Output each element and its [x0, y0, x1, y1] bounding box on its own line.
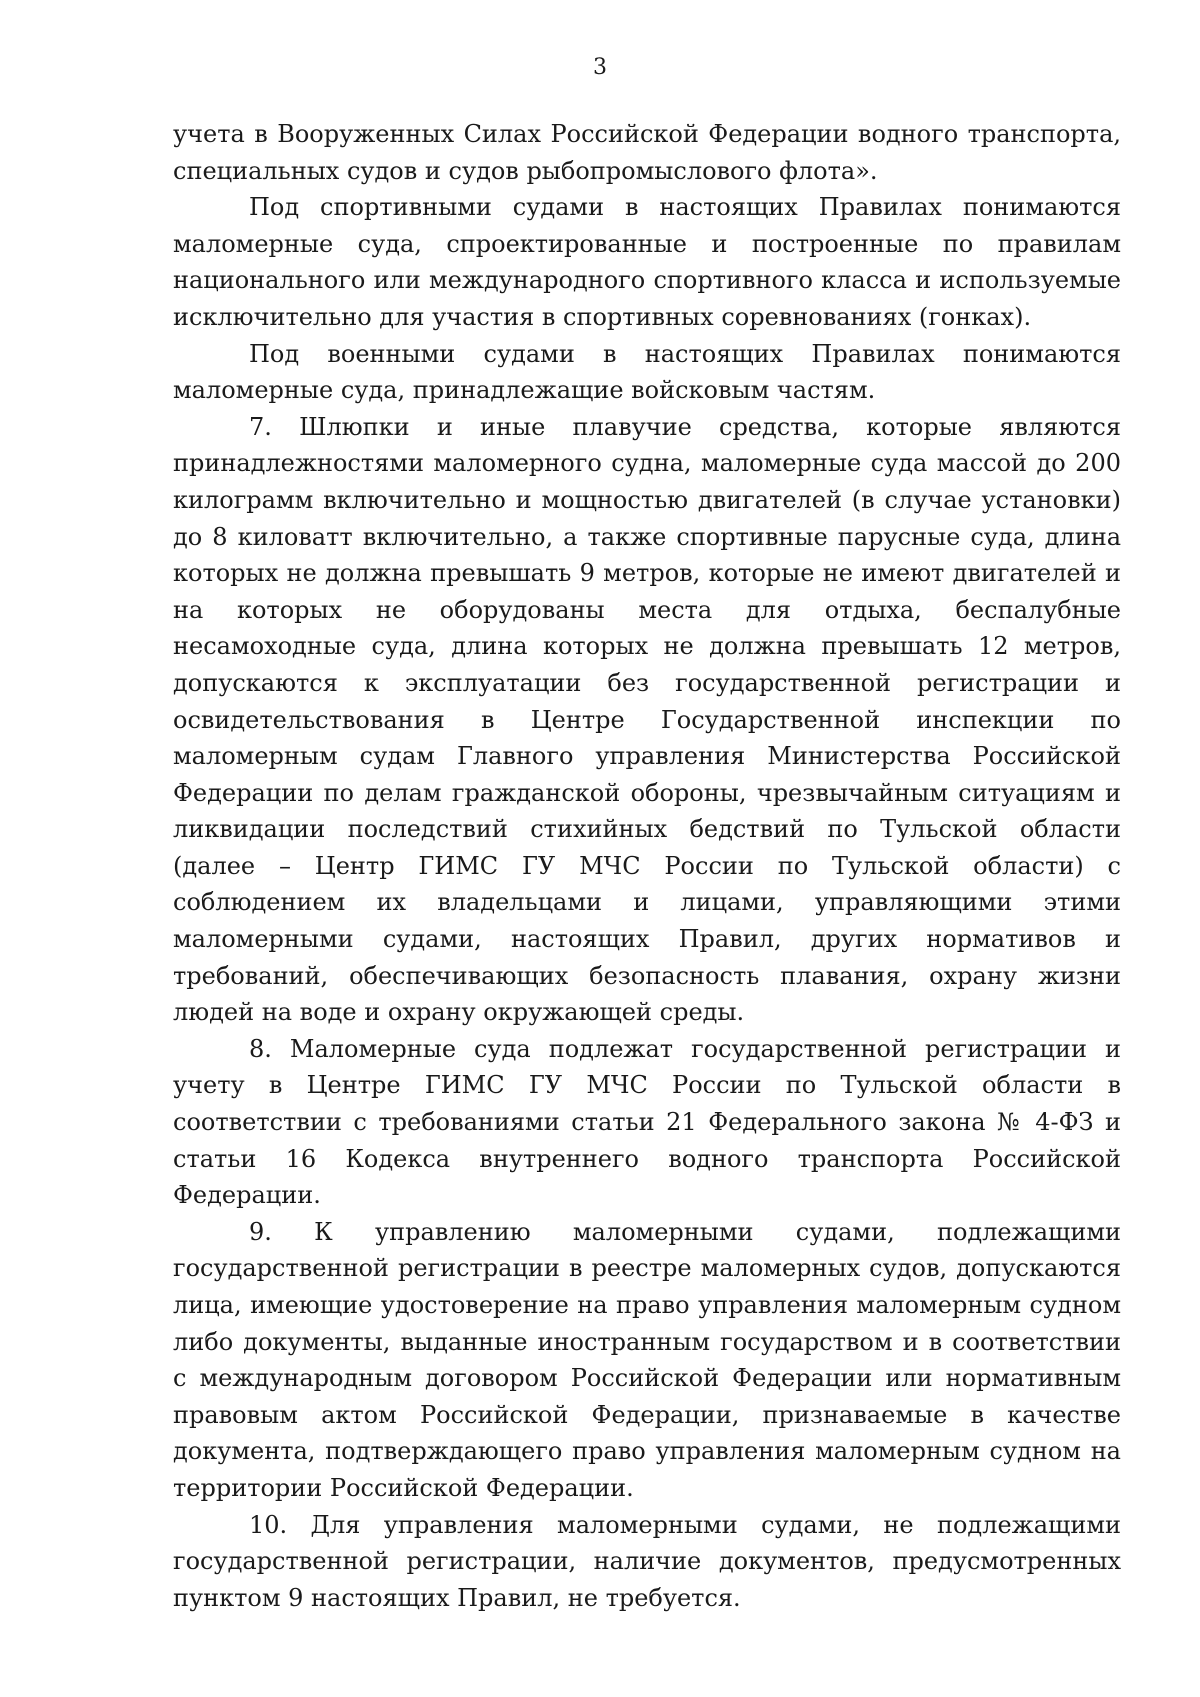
paragraph-continuation: учета в Вооруженных Силах Российской Федерации водного транспорта, специальных судов и судов рыбопромыслового флота».: [173, 120, 1121, 185]
paragraph-military-vessels: Под военными судами в настоящих Правилах понимаются маломерные суда, принадлежащие войсковым частям.: [173, 339, 1121, 405]
paragraph-sport-vessels: Под спортивными судами в настоящих Правилах понимаются маломерные суда, спроектированные и построенные по правилам национального или международного спортивного класса и используемые исключительно для участия в спортивных соревнованиях (гонках).: [173, 193, 1121, 331]
paragraph-item-10: 10. Для управления маломерными судами, не подлежащими государственной регистрации, наличие документов, предусмотренных пунктом 9 настоящих Правил, не требуется.: [173, 1510, 1121, 1612]
paragraph-item-7: 7. Шлюпки и иные плавучие средства, которые являются принадлежностями маломерного судна, маломерные суда массой до 200 килограмм включительно и мощностью двигателей (в случае установки) до 8 киловатт включительно, а также спортивные парусные суда, длина которых не должна превышать 9 метров, которые не имеют двигателей и на которых не оборудованы места для отдыха, беспалубные несамоходные суда, длина которых не должна превышать 12 метров, допускаются к эксплуатации без государственной регистрации и освидетельствования в Центре Государственной инспекции по маломерным судам Главного управления Министерства Российской Федерации по делам гражданской обороны, чрезвычайным ситуациям и ликвидации последствий стихийных бедствий по Тульской области (далее – Центр ГИМС ГУ МЧС России по Тульской области) с соблюдением их владельцами и лицами, управляющими этими маломерными судами, настоящих Правил, других нормативов и требований, обеспечивающих безопасность плавания, охрану жизни людей на воде и охрану окружающей среды.: [173, 412, 1121, 1027]
document-body: [173, 116, 1121, 1616]
paragraph-item-8: 8. Маломерные суда подлежат государственной регистрации и учету в Центре ГИМС ГУ МЧС России по Тульской области в соответствии с требованиями статьи 21 Федерального закона № 4-ФЗ и статьи 16 Кодекса внутреннего водного транспорта Российской Федерации.: [173, 1034, 1121, 1210]
page-number: 3: [593, 55, 607, 80]
paragraph-item-9: 9. К управлению маломерными судами, подлежащими государственной регистрации в реестре маломерных судов, допускаются лица, имеющие удостоверение на право управления маломерным судном либо документы, выданные иностранным государством и в соответствии с международным договором Российской Федерации или нормативным правовым актом Российской Федерации, признаваемые в качестве документа, подтверждающего право управления маломерным судном на территории Российской Федерации.: [173, 1217, 1121, 1502]
